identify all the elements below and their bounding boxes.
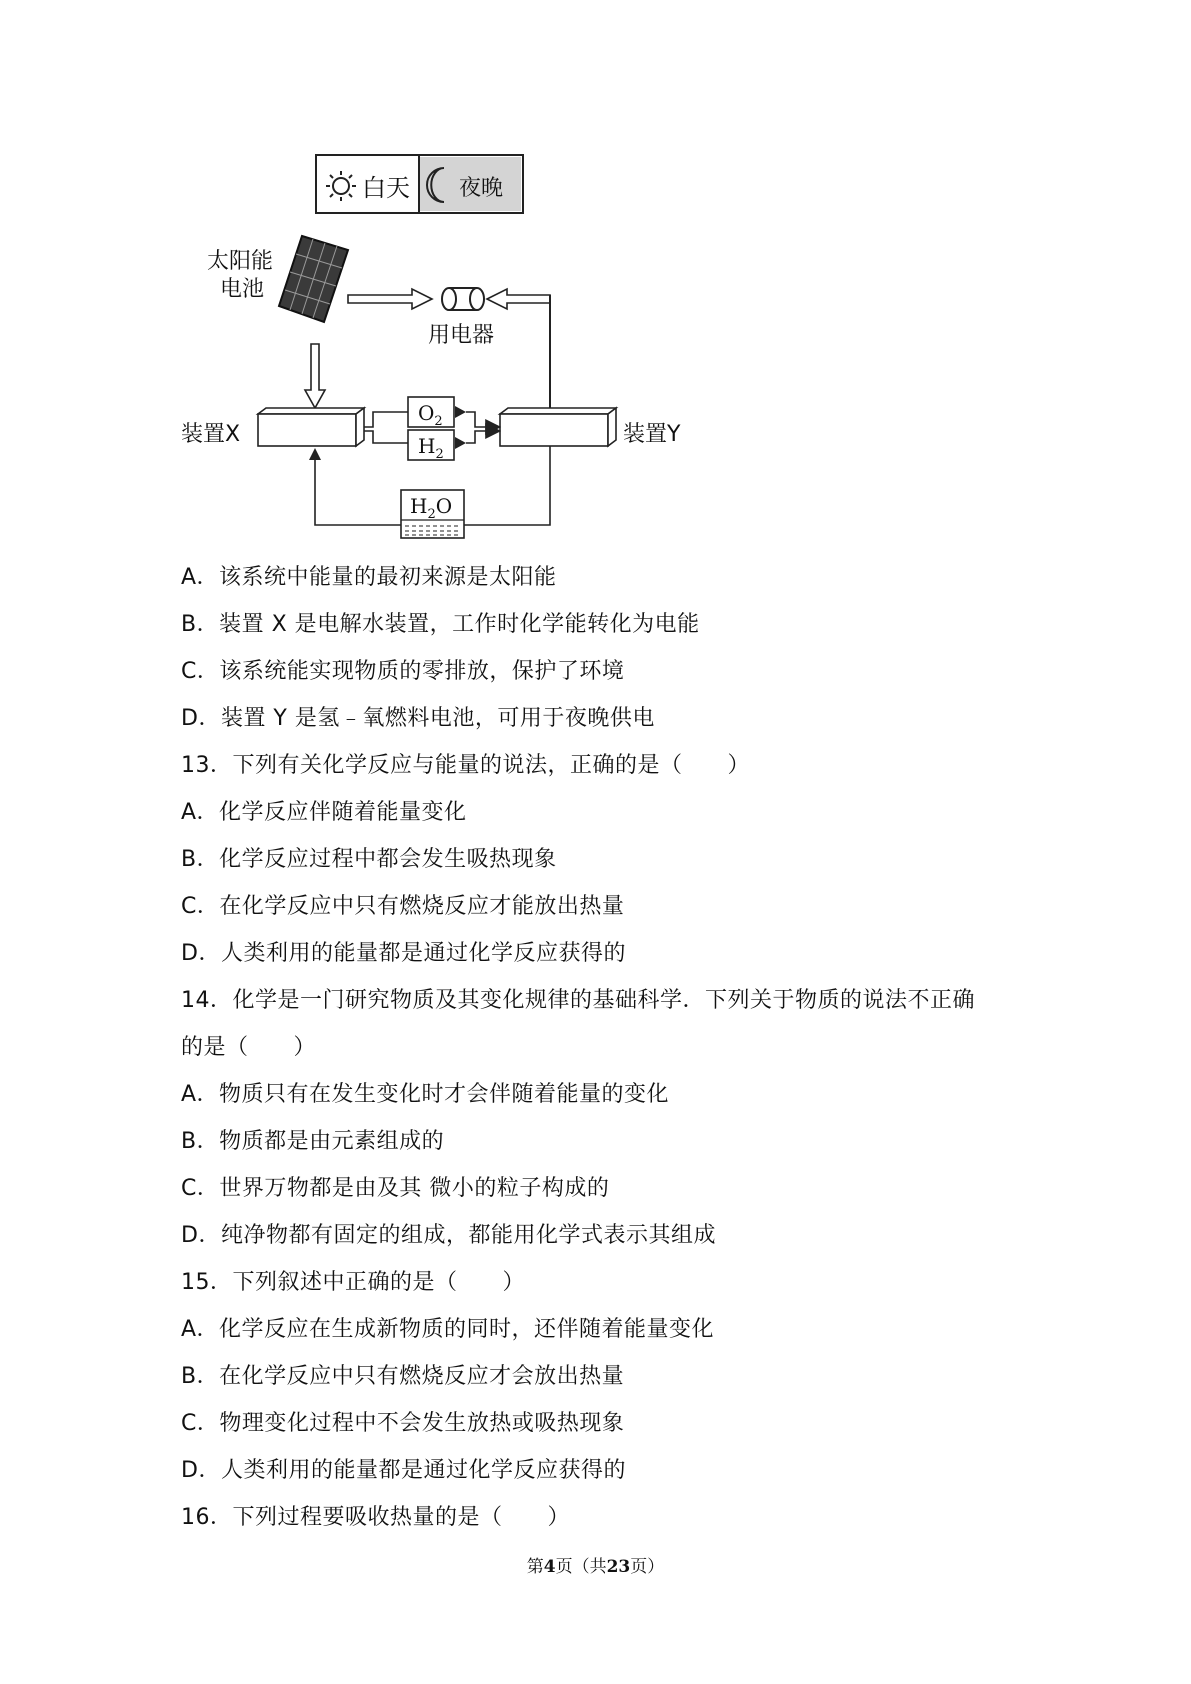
q15-option-a: A．化学反应在生成新物质的同时，还伴随着能量变化 — [181, 1317, 715, 1342]
device-y-label: 装置Y — [623, 422, 681, 447]
q13-option-c: C．在化学反应中只有燃烧反应才能放出热量 — [181, 894, 625, 919]
svg-text:H2O: $H_2O$ — [410, 494, 453, 522]
solar-panel-icon — [279, 236, 348, 322]
day-night-legend — [316, 155, 523, 213]
o2-box — [408, 397, 454, 429]
q14-option-a: A．物质只有在发生变化时才会伴随着能量的变化 — [181, 1082, 670, 1107]
water-container — [401, 490, 464, 538]
device-y-box — [500, 408, 616, 446]
solar-label-line1: 太阳能 — [207, 249, 274, 274]
legend-day-label: 白天 — [362, 174, 410, 202]
q12-option-c: C．该系统能实现物质的零排放，保护了环境 — [181, 659, 625, 684]
total-pages-number: 23 — [606, 1557, 631, 1577]
q13-option-a: A．化学反应伴随着能量变化 — [181, 800, 467, 825]
y-to-appliance-arrow — [487, 289, 550, 414]
appliance-icon — [442, 288, 484, 310]
q15-stem: 15．下列叙述中正确的是（ ） — [181, 1270, 525, 1295]
current-page-number: 4 — [543, 1557, 556, 1577]
solar-label-line2: 电池 — [220, 277, 265, 302]
q12-option-d: D．装置 Y 是氢﹣氧燃料电池，可用于夜晚供电 — [181, 706, 655, 731]
q13-stem: 13．下列有关化学反应与能量的说法，正确的是（ ） — [181, 753, 750, 778]
q12-option-a: A．该系统中能量的最初来源是太阳能 — [181, 565, 557, 590]
q15-option-b: B．在化学反应中只有燃烧反应才会放出热量 — [181, 1364, 625, 1389]
q12-option-b: B．装置 X 是电解水装置，工作时化学能转化为电能 — [181, 612, 700, 637]
q13-option-b: B．化学反应过程中都会发生吸热现象 — [181, 847, 557, 872]
q13-option-d: D．人类利用的能量都是通过化学反应获得的 — [181, 941, 626, 966]
svg-text:O2: $O_2$ — [418, 401, 443, 429]
q14-stem-line2: 的是（ ） — [181, 1035, 317, 1060]
legend-night-label: 夜晚 — [459, 176, 504, 201]
q14-option-c: C．世界万物都是由及其 微小的粒子构成的 — [181, 1176, 610, 1201]
q15-option-c: C．物理变化过程中不会发生放热或吸热现象 — [181, 1411, 625, 1436]
q14-option-d: D．纯净物都有固定的组成，都能用化学式表示其组成 — [181, 1223, 716, 1248]
q15-option-d: D．人类利用的能量都是通过化学反应获得的 — [181, 1458, 626, 1483]
solar-to-x-arrow — [305, 344, 325, 408]
device-x-box — [258, 408, 364, 446]
energy-system-diagram — [0, 0, 1191, 560]
device-x-label: 装置X — [181, 422, 241, 447]
q14-option-b: B．物质都是由元素组成的 — [181, 1129, 445, 1154]
h2-box — [408, 430, 454, 462]
q14-stem-line1: 14．化学是一门研究物质及其变化规律的基础科学．下列关于物质的说法不正确 — [181, 988, 975, 1013]
svg-text:H2: $H_2$ — [418, 434, 444, 462]
q16-stem: 16．下列过程要吸收热量的是（ ） — [181, 1505, 570, 1530]
solar-to-appliance-arrow — [348, 289, 432, 309]
page-footer: 第4页（共23页） — [526, 1557, 665, 1577]
appliance-label: 用电器 — [428, 323, 495, 348]
